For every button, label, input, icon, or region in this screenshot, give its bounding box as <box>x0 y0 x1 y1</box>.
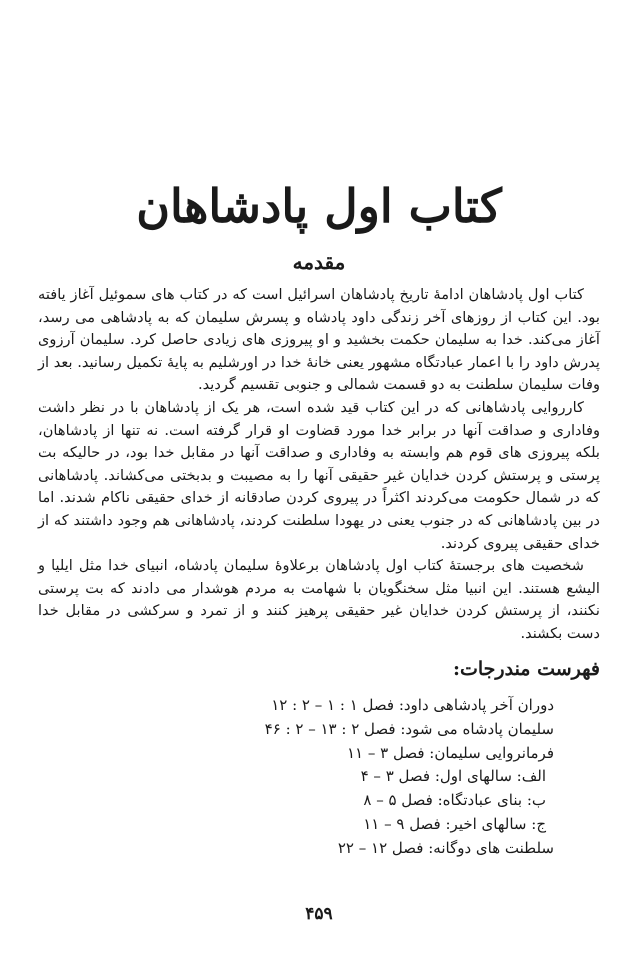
toc-item: سلطنت های دوگانه: فصل ۱۲ – ۲۲ <box>337 838 554 857</box>
toc-item: دوران آخر پادشاهی داود: فصل ۱ : ۱ – ۲ : ۱۲ <box>271 696 554 714</box>
section-title: مقدمه <box>292 250 346 274</box>
paragraph: کتاب اول پادشاهان ادامهٔ تاریخ پادشاهان اسرائیل است که در کتاب های سموئیل آغاز یافته بود. این کتاب از روزهای آخر زندگی داود پادشاه و پسرش سلیمان که به پادشاهی می رسد، آغاز می‌کند. خدا به سلیمان حکمت بخشید و او پیروزی های زیادی حاصل کرد. سلیمان آرزوی پدرش داود را با اعمار عبادتگاه مشهور یعنی خانهٔ خدا در اورشلیم به پایهٔ تکمیل رسانید. بعد از وفات سلیمان سلطنت به دو قسمت شمالی و جنوبی تقسیم گردید. <box>38 286 600 394</box>
table-of-contents <box>265 694 554 861</box>
toc-item: فرمانروایی سلیمان: فصل ۳ – ۱۱ <box>346 743 554 762</box>
paragraph: کارروایی پادشاهانی که در این کتاب قید شده است، هر یک از پادشاهان با در نظر داشت وفاداری و صداقت آنها در برابر خدا مورد قضاوت او قرار گرفته است. نه تنها از پادشاهان، بلکه پیروزی های قوم هم وابسته به وفاداری و صداقت آنها در مقابل خدا بود، در حالیکه بت پرستی و پرستش کردن خدایان غیر حقیقی آنها را به مصیبت و بدبختی می‌کشاند. پادشاهانی که در شمال حکومت می‌کردند اکثراً در پیروی کردن صادقانه از خدای حقیقی ناکام شدند. اما در بین پادشاهانی که در جنوب یعنی در یهودا سلطنت کردند، پادشاهانی هم وجود داشتند که از خدای حقیقی پیروی کردند. <box>38 398 600 552</box>
introduction-text <box>38 284 600 646</box>
book-title: کتاب اول پادشاهان <box>136 179 502 233</box>
paragraph: شخصیت های برجستهٔ کتاب اول پادشاهان برعلاوهٔ سلیمان پادشاه، انبیای خدا مثل ایلیا و الیشع هستند. این انبیا مثل سخنگویان با شهامت به مردم هوشدار می دادند که بت پرستی نکنند، از پرستش کردن خدایان غیر حقیقی پرهیز کنند و از تمرد و سرکشی در مقابل خدا دست بکشند. <box>38 557 600 642</box>
toc-subitem: ب: بنای عبادتگاه: فصل ۵ – ۸ <box>363 791 546 810</box>
toc-subitem: ج: سالهای اخیر: فصل ۹ – ۱۱ <box>363 814 546 833</box>
toc-item: سلیمان پادشاه می شود: فصل ۲ : ۱۳ – ۲ : ۴۶ <box>264 719 554 738</box>
toc-subitem: الف: سالهای اول: فصل ۳ – ۴ <box>360 767 546 786</box>
page-number: ۴۵۹ <box>305 904 333 924</box>
toc-heading: فهرست مندرجات: <box>452 658 600 680</box>
